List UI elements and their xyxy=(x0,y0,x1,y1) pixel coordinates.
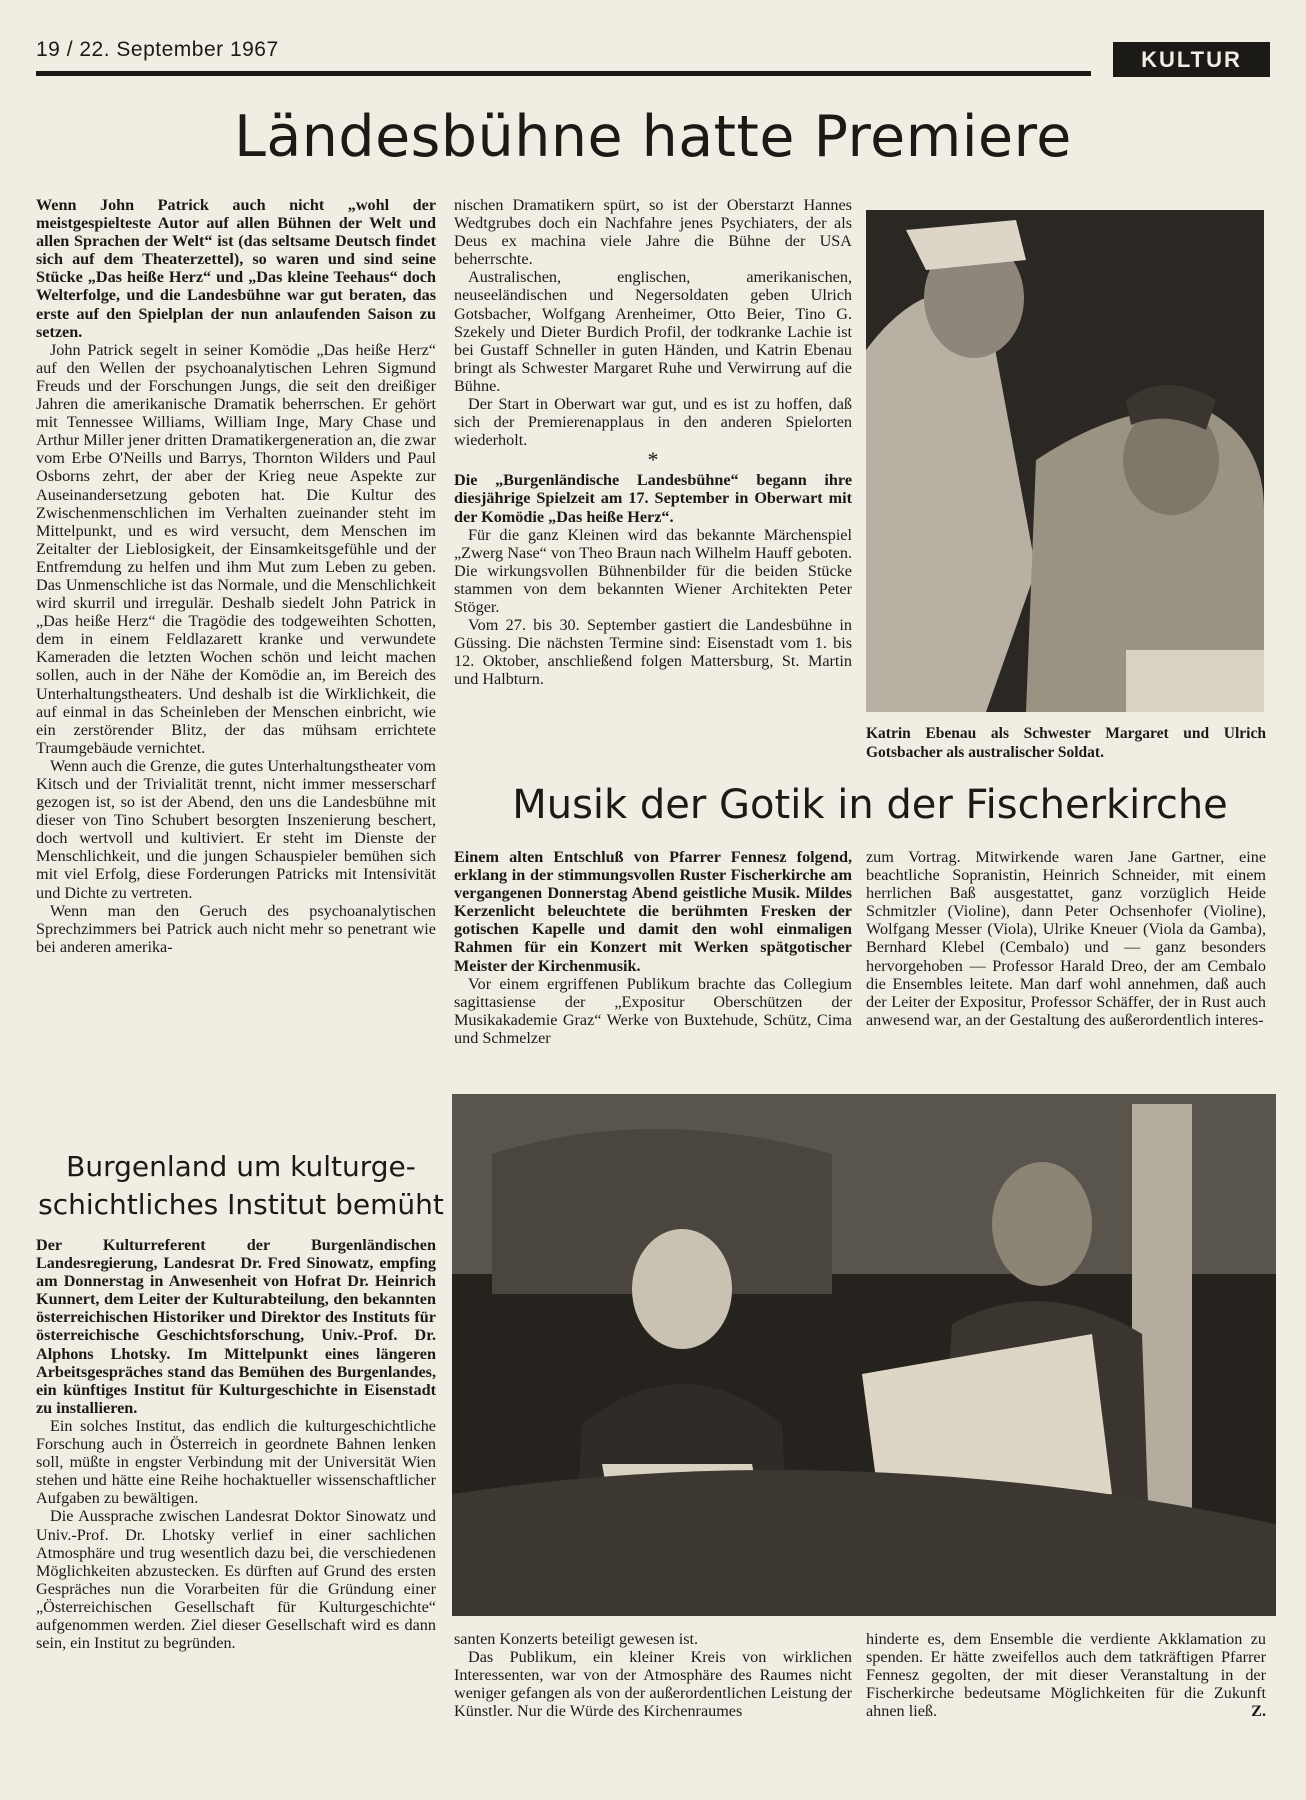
article2-column-1 xyxy=(454,848,852,1047)
article1-lead: Wenn John Patrick auch nicht „wohl der meistgespielteste Autor auf allen Bühnen der Welt und allen Sprachen der Welt“ ist (das seltsame Deutsch findet sich auf dem Theaterzettel), so waren und sind seine Stücke „Das heiße Herz“ und „Das kleine Teehaus“ doch Welterfolge, und die Landesbühne war gut beraten, das erste auf den Spielplan der nun anlaufenden Saison zu setzen. xyxy=(36,196,436,341)
main-headline: Ländesbühne hatte Premiere xyxy=(234,104,1072,170)
photo-illustration xyxy=(452,1094,1276,1616)
article1-paragraph: John Patrick segelt in seiner Komödie „Das heiße Herz“ auf den Wellen der psychoanalytischen Lehren Sigmund Freuds und der Forschungen Jungs, die seit den dreißiger Jahren die amerikanische Dramatik beherrschen. Er gehört mit Tennessee Williams, William Inge, Mary Chase und Arthur Miller jener dritten Dramatikergeneration an, die zwar vom Erbe O'Neills und Barrys, Thornton Wilders und Paul Osborns zehrt, der aber der Krieg neue Aspekte zur Auseinandersetzung geboten hat. Die Kultur des Zwischenmenschlichen im Verhalten zueinander steht im Mittelpunkt, und es wird versucht, dem Menschen im Zeitalter der Lieblosigkeit, der Einsamkeitsgefühle und der Entfremdung zu helfen und ihm Mut zum Leben zu geben. Das Unmenschliche ist das Normale, und die Menschlichkeit wird skurril und irregulär. Deshalb siedelt John Patrick in „Das heiße Herz“ die Tragödie des todgeweihten Schotten, dem in einem Feldlazarett kranke und verwundete Kameraden die letzten Wochen schön und leicht machen sollen, auch in der Nähe der Komödie an, im Bereich des Unterhaltungstheaters. Und deshalb ist die Wirklichkeit, die auf einmal in das Scheinleben der Menschen einbricht, wie ein zerstörender Blitz, der das mühsam errichtete Traumgebäude vernichtet. xyxy=(36,340,436,757)
article2-paragraph: hinderte es, dem Ensemble die verdiente Akklamation zu spenden. Er hätte zweifellos auch dem tatkräftigen Pfarrer Fennesz gegolten, der mit dieser Veranstaltung in der Fischerkirche bedeutsame Möglichkeiten für die Zukunft ahnen ließ. xyxy=(866,1630,1266,1721)
author-signature: Z. xyxy=(1251,1702,1266,1721)
article1-paragraph: Für die ganz Kleinen wird das bekannte Märchenspiel „Zwerg Nase“ von Theo Braun nach Wilhelm Hauff geboten. Die wirkungsvollen Bühnenbilder für die beiden Stücke stammen von dem bekannten Wiener Architekten Peter Stöger. xyxy=(454,525,852,616)
concert-photo xyxy=(452,1094,1276,1616)
article3-headline xyxy=(36,1148,446,1224)
article1-paragraph: Wenn man den Geruch des psychoanalytischen Sprechzimmers bei Patrick auch nicht mehr so penetrant wie bei anderen amerika- xyxy=(36,901,436,956)
photo-illustration xyxy=(866,210,1264,712)
article2-paragraph: Vor einem ergriffenen Publikum brachte das Collegium sagittasiense der „Expositur Oberschützen der Musikakademie Graz“ Werke von Buxtehude, Schütz, Cima und Schmelzer xyxy=(454,974,852,1047)
article3-column xyxy=(36,1236,436,1652)
article3-headline-line-2: schichtliches Institut bemüht xyxy=(38,1188,444,1221)
article3-paragraph: Die Aussprache zwischen Landesrat Doktor Sinowatz und Univ.-Prof. Dr. Lhotsky verlief in einer sachlichen Atmosphäre und trug wesentlich dazu bei, die verschiedenen Möglichkeiten abzustecken. Es dürften auf Grund des ersten Gespräches nun die Vorarbeiten für die Gründung einer „Österreichischen Gesellschaft für Kulturgeschichte“ aufgenommen werden. Ziel dieser Gesellschaft wird es dann sein, ein Institut zu begründen. xyxy=(36,1507,436,1653)
photo-caption: Katrin Ebenau als Schwester Margaret und Ulrich Gotsbacher als australischer Soldat. xyxy=(866,725,1266,761)
article2-headline: Musik der Gotik in der Fischerkirche xyxy=(512,782,1228,828)
article2-lead: Einem alten Entschluß von Pfarrer Fennesz folgend, erklang in der stimmungsvollen Ruster Fischerkirche am vergangenen Donnerstag Abend geistliche Musik. Mildes Kerzenlicht beleuchtete die berühmten Fresken der gotischen Kapelle und damit den wohl einmaligen Rahmen für ein Konzert mit Werken spätgotischer Meister der Kirchenmusik. xyxy=(454,848,852,975)
article2-paragraph: zum Vortrag. Mitwirkende waren Jane Gartner, eine beachtliche Sopranistin, Heinrich Schneider, mit einem herrlichen Baß ausgestattet, ganz vorzüglich Heide Schmitzler (Violine), dann Peter Ochsenhofer (Violine), Wolfgang Messer (Viola), Ulrike Kneuer (Viola da Gamba), Bernhard Klebel (Cembalo) und — ganz besonders hervorgehoben — Professor Harald Dreo, der am Cembalo die Ensembles leitete. Man darf wohl annehmen, daß auch der Leiter der Expositur, Professor Schäffer, der in Rust auch anwesend war, an der Gestaltung des außerordentlich interes- xyxy=(866,848,1266,1029)
article2-paragraph: santen Konzerts beteiligt gewesen ist. xyxy=(454,1630,699,1648)
article3-lead: Der Kulturreferent der Burgenländischen Landesregierung, Landesrat Dr. Fred Sinowatz, empfing am Donnerstag in Anwesenheit von Hofrat Dr. Heinrich Kunnert, dem Leiter der Kulturabteilung, den bekannten österreichischen Historiker und Direktor des Instituts für österreichische Geschichtsforschung, Univ.-Prof. Dr. Alphons Lhotsky. Im Mittelpunkt eines längeren Arbeitsgespräches stand das Bemühen des Burgenlandes, ein künftiges Institut für Kulturgeschichte in Eisenstadt zu installieren. xyxy=(36,1236,436,1417)
section-separator-star: * xyxy=(647,447,659,473)
article2-column-4 xyxy=(866,1630,1266,1721)
article1-column-1 xyxy=(36,196,436,956)
article2-column-2 xyxy=(866,848,1266,1029)
article2-paragraph: Das Publikum, ein kleiner Kreis von wirklichen Interessenten, war von der Atmosphäre des Raumes nicht weniger gefangen als von der außerordentlichen Leistung der Künstler. Nur die Würde des Kirchenraumes xyxy=(454,1648,852,1721)
section-label: KULTUR xyxy=(1113,42,1270,77)
theater-photo xyxy=(866,210,1264,712)
article1-column-2 xyxy=(454,196,852,688)
article1-notice-lead: Die „Burgenländische Landesbühne“ begann ihre diesjährige Spielzeit am 17. September in Oberwart mit der Komödie „Das heiße Herz“. xyxy=(454,471,852,526)
article1-paragraph: Australischen, englischen, amerikanischen, neuseeländischen und Negersoldaten geben Ulrich Gotsbacher, Wolfgang Arenheimer, Otto Beier, Tino G. Szekely und Dieter Burdich Profil, der todkranke Lachie ist bei Gustaff Schneller in guten Händen, und Katrin Ebenau bringt als Schwester Margaret Ruhe und Verwirrung auf die Bühne. xyxy=(454,268,852,395)
page-date-line: 19 / 22. September 1967 xyxy=(36,38,279,61)
article1-paragraph: Der Start in Oberwart war gut, und es ist zu hoffen, daß sich der Premierenapplaus in den anderen Spielorten wiederholt. xyxy=(454,395,852,450)
article3-headline-line-1: Burgenland um kulturge- xyxy=(66,1150,416,1183)
article2-column-3 xyxy=(454,1630,852,1720)
article1-paragraph: Wenn auch die Grenze, die gutes Unterhaltungstheater vom Kitsch und der Trivialität trennt, nicht immer messerscharf gezogen ist, so ist der Abend, den uns die Landesbühne mit dieser von Tino Schubert besorgten Inszenierung beschert, doch wertvoll und kultiviert. Er steht im Dienste der Menschlichkeit, und die jungen Schauspieler bemühen sich mit viel Erfolg, diese Forderungen Patricks mit Intensivität und Dichte zu vertreten. xyxy=(36,756,436,902)
article1-paragraph: nischen Dramatikern spürt, so ist der Oberstarzt Hannes Wedtgrubes doch ein Nachfahre jenes Psychiaters, der als Deus ex machina viele Jahre die Bühne der USA beherrschte. xyxy=(454,196,852,269)
article1-paragraph: Vom 27. bis 30. September gastiert die Landesbühne in Güssing. Die nächsten Termine sind: Eisenstadt vom 1. bis 12. Oktober, anschließend folgen Mattersburg, St. Martin und Halbturn. xyxy=(454,616,852,689)
masthead-rule xyxy=(36,71,1091,76)
article3-paragraph: Ein solches Institut, das endlich die kulturgeschichtliche Forschung auch in Österreich in geordnete Bahnen lenken soll, müßte in engster Verbindung mit der Universität Wien stehen und hätte eine Reihe hochaktueller wissenschaftlicher Aufgaben zu bewältigen. xyxy=(36,1416,436,1508)
